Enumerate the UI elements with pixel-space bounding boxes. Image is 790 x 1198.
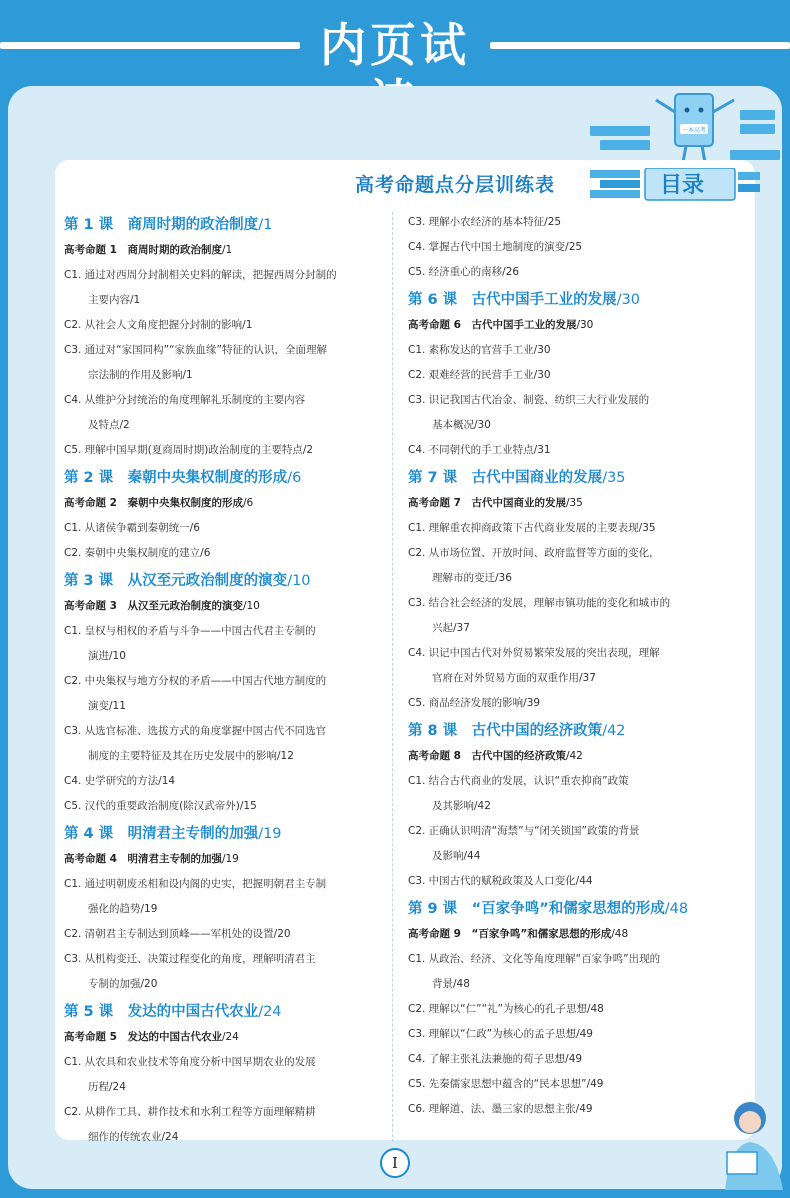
toc-item: [408, 516, 733, 541]
toc-item-line: C2. 理解以“仁”“礼”为核心的孔子思想/48: [408, 1003, 604, 1015]
lesson-title: 第 6 课 古代中国手工业的发展: [408, 292, 617, 308]
toc-item-line: C3. 理解小农经济的基本特征/25: [408, 216, 562, 228]
exam-topic-title: 高考命题 6 古代中国手工业的发展: [408, 319, 577, 331]
lesson-heading: [408, 896, 733, 922]
lesson-title: 第 7 课 古代中国商业的发展: [408, 470, 603, 486]
toc-item: [408, 338, 733, 363]
lesson-title: 第 5 课 发达的中国古代农业: [64, 1004, 259, 1020]
exam-topic-page: /24: [221, 1031, 239, 1043]
toc-item: [64, 263, 384, 313]
toc-item-line: C3. 结合社会经济的发展，理解市镇功能的变化和城市的: [408, 597, 671, 609]
toc-item-line: 专制的加强/20: [88, 978, 158, 990]
lesson-title: 第 8 课 古代中国的经济政策: [408, 723, 603, 739]
exam-topic-page: /1: [221, 244, 233, 256]
exam-topic: [64, 491, 384, 516]
lesson-page: /24: [258, 1004, 282, 1020]
toc-item: [64, 669, 384, 719]
lesson-page: /19: [258, 826, 282, 842]
toc-item-line: C1. 结合古代商业的发展，认识“重农抑商”政策: [408, 775, 629, 787]
toc-item: [64, 388, 384, 438]
exam-topic-title: 高考命题 1 商周时期的政治制度: [64, 244, 222, 256]
lesson-heading: [408, 287, 733, 313]
toc-item-line: C2. 从社会人文角度把握分封制的影响/1: [64, 319, 253, 331]
toc-item-line: 理解市的变迁/36: [432, 572, 512, 584]
toc-item: [408, 260, 733, 285]
toc-item-line: C1. 从政治、经济、文化等角度理解“百家争鸣”出现的: [408, 953, 661, 965]
exam-topic: [64, 1025, 384, 1050]
toc-item: [408, 769, 733, 819]
toc-item-line: C3. 通过对“家国同构”“家族血缘”特征的认识，全面理解: [64, 344, 327, 356]
toc-item-line: C5. 理解中国早期(夏商周时期)政治制度的主要特点/2: [64, 444, 314, 456]
toc-item: [408, 1097, 733, 1122]
exam-topic-title: 高考命题 9 “百家争鸣”和儒家思想的形成: [408, 928, 612, 940]
header-stripe: [740, 124, 775, 134]
exam-topic-page: /10: [242, 600, 260, 612]
toc-item-line: C2. 从市场位置、开放时间、政府监督等方面的变化，: [408, 547, 660, 559]
toc-item: [408, 235, 733, 260]
toc-item: [64, 769, 384, 794]
toc-item-line: 及影响/44: [432, 850, 481, 862]
exam-topic: [64, 238, 384, 263]
exam-topic: [408, 491, 733, 516]
toc-item-line: C4. 从维护分封统治的角度理解礼乐制度的主要内容: [64, 394, 306, 406]
toc-item: [64, 338, 384, 388]
column-divider: [392, 212, 393, 1142]
toc-item-line: C1. 通过明朝废丞相和设内阁的史实，把握明朝君主专制: [64, 878, 327, 890]
toc-item-line: C1. 从农具和农业技术等角度分析中国早期农业的发展: [64, 1056, 316, 1068]
top-banner: [0, 0, 790, 90]
toc-item: [64, 794, 384, 819]
lesson-title: 第 3 课 从汉至元政治制度的演变: [64, 573, 288, 589]
toc-item: [64, 1100, 384, 1150]
toc-item-line: 官府在对外贸易方面的双重作用/37: [432, 672, 596, 684]
toc-item: [408, 691, 733, 716]
lesson-title: 第 2 课 秦朝中央集权制度的形成: [64, 470, 288, 486]
toc-item-line: C1. 理解重农抑商政策下古代商业发展的主要表现/35: [408, 522, 656, 534]
toc-item: [408, 438, 733, 463]
toc-item: [408, 541, 733, 591]
toc-item-line: C1. 通过对西周分封制相关史料的解读，把握西周分封制的: [64, 269, 337, 281]
toc-item-line: 演变/11: [88, 700, 126, 712]
toc-item-line: C5. 先秦儒家思想中蕴含的“民本思想”/49: [408, 1078, 604, 1090]
toc-item-line: 演进/10: [88, 650, 126, 662]
toc-item: [408, 947, 733, 997]
toc-item-line: 制度的主要特征及其在历史发展中的影响/12: [88, 750, 294, 762]
toc-item: [408, 388, 733, 438]
toc-item-line: C4. 掌握古代中国土地制度的演变/25: [408, 241, 583, 253]
lesson-title: 第 1 课 商周时期的政治制度: [64, 217, 259, 233]
contents-label: 目录: [660, 173, 705, 198]
lesson-title: 第 4 课 明清君主专制的加强: [64, 826, 259, 842]
lesson-page: /30: [616, 292, 641, 308]
exam-topic-title: 高考命题 2 秦朝中央集权制度的形成: [64, 497, 243, 509]
exam-topic-title: 高考命题 8 古代中国的经济政策: [408, 750, 566, 762]
toc-item-line: C3. 从选官标准、选拔方式的角度掌握中国古代不同选官: [64, 725, 327, 737]
toc-item: [64, 438, 384, 463]
toc-item-line: 兴起/37: [432, 622, 470, 634]
toc-item: [64, 516, 384, 541]
lesson-page: /10: [287, 573, 311, 589]
toc-item-line: C2. 清朝君主专制达到顶峰——军机处的设置/20: [64, 928, 291, 940]
lesson-heading: [408, 465, 733, 491]
exam-topic-page: /42: [565, 750, 583, 762]
lesson-page: /42: [602, 723, 626, 739]
header-stripe: [590, 126, 650, 136]
exam-topic: [408, 313, 733, 338]
toc-item-line: C4. 了解主张礼法兼施的荀子思想/49: [408, 1053, 583, 1065]
toc-item: [408, 591, 733, 641]
toc-item-line: 强化的趋势/19: [88, 903, 158, 915]
lesson-page: /35: [602, 470, 626, 486]
toc-item-line: C2. 从耕作工具、耕作技术和水利工程等方面理解精耕: [64, 1106, 316, 1118]
toc-item-line: C4. 识记中国古代对外贸易繁荣发展的突出表现，理解: [408, 647, 660, 659]
toc-item-line: 基本概况/30: [432, 419, 491, 431]
toc-item-line: 及特点/2: [88, 419, 130, 431]
toc-item: [408, 363, 733, 388]
lesson-page: /48: [664, 901, 689, 917]
lesson-title: 第 9 课 “百家争鸣”和儒家思想的形成: [408, 901, 665, 917]
toc-item-line: 背景/48: [432, 978, 470, 990]
exam-topic-title: 高考命题 4 明清君主专制的加强: [64, 853, 222, 865]
lesson-heading: [64, 212, 384, 238]
toc-item: [408, 869, 733, 894]
toc-item: [64, 313, 384, 338]
page-number: I: [380, 1148, 410, 1178]
exam-topic-page: /6: [242, 497, 254, 509]
exam-topic: [408, 744, 733, 769]
lesson-page: /6: [287, 470, 302, 486]
toc-item-line: C2. 秦朝中央集权制度的建立/6: [64, 547, 211, 559]
toc-item: [64, 541, 384, 566]
toc-item: [408, 1022, 733, 1047]
toc-item: [64, 719, 384, 769]
mascot-book-label: 一本高考: [681, 127, 707, 134]
banner-rule-left: [0, 42, 300, 49]
lesson-heading: [408, 718, 733, 744]
toc-item-line: C1. 从诸侯争霸到秦朝统一/6: [64, 522, 200, 534]
toc-item: [64, 619, 384, 669]
header-stripe: [600, 140, 650, 150]
lesson-heading: [64, 568, 384, 594]
exam-topic-title: 高考命题 3 从汉至元政治制度的演变: [64, 600, 243, 612]
toc-left-column: [64, 210, 384, 1150]
exam-topic: [408, 922, 733, 947]
banner-rule-right: [490, 42, 790, 49]
toc-item-line: C1. 皇权与相权的矛盾与斗争——中国古代君主专制的: [64, 625, 316, 637]
toc-item-line: C3. 理解以“仁政”为核心的孟子思想/49: [408, 1028, 593, 1040]
toc-item-line: C2. 中央集权与地方分权的矛盾——中国古代地方制度的: [64, 675, 327, 687]
lesson-heading: [64, 821, 384, 847]
toc-item-line: C5. 商品经济发展的影响/39: [408, 697, 541, 709]
toc-item-line: 主要内容/1: [88, 294, 141, 306]
toc-item: [408, 641, 733, 691]
toc-item-line: C2. 正确认识明清“海禁”与“闭关锁国”政策的背景: [408, 825, 640, 837]
lesson-heading: [64, 999, 384, 1025]
exam-topic: [64, 594, 384, 619]
toc-item-line: 细作的传统农业/24: [88, 1131, 179, 1143]
exam-topic-page: /48: [611, 928, 629, 940]
toc-item-line: C6. 理解道、法、墨三家的思想主张/49: [408, 1103, 593, 1115]
toc-item: [408, 819, 733, 869]
toc-item-line: C4. 史学研究的方法/14: [64, 775, 176, 787]
exam-topic-title: 高考命题 7 古代中国商业的发展: [408, 497, 566, 509]
toc-item-line: 及其影响/42: [432, 800, 491, 812]
toc-item: [64, 1050, 384, 1100]
toc-item-line: C3. 识记我国古代冶金、制瓷、纺织三大行业发展的: [408, 394, 650, 406]
toc-item: [408, 210, 733, 235]
exam-topic: [64, 847, 384, 872]
page-title: 高考命题点分层训练表: [355, 174, 556, 196]
reading-girl-illustration: [705, 1090, 785, 1190]
toc-item: [408, 1047, 733, 1072]
banner-title: 内页试: [320, 18, 470, 72]
toc-item: [64, 872, 384, 922]
toc-item: [64, 922, 384, 947]
toc-right-column: [408, 210, 733, 1122]
lesson-page: /1: [258, 217, 273, 233]
toc-item: [64, 947, 384, 997]
toc-item-line: C3. 中国古代的赋税政策及人口变化/44: [408, 875, 593, 887]
header-stripe: [740, 110, 775, 120]
exam-topic-page: /19: [221, 853, 239, 865]
exam-topic-title: 高考命题 5 发达的中国古代农业: [64, 1031, 222, 1043]
exam-topic-page: /35: [565, 497, 583, 509]
toc-item-line: 历程/24: [88, 1081, 126, 1093]
toc-item: [408, 1072, 733, 1097]
toc-item-line: C5. 经济重心的南移/26: [408, 266, 520, 278]
toc-item-line: C5. 汉代的重要政治制度(除汉武帝外)/15: [64, 800, 257, 812]
toc-item-line: C4. 不同朝代的手工业特点/31: [408, 444, 551, 456]
toc-item: [408, 997, 733, 1022]
toc-item-line: C1. 素称发达的官营手工业/30: [408, 344, 551, 356]
exam-topic-page: /30: [576, 319, 594, 331]
lesson-heading: [64, 465, 384, 491]
toc-item-line: 宗法制的作用及影响/1: [88, 369, 193, 381]
toc-item-line: C3. 从机构变迁、决策过程变化的角度，理解明清君主: [64, 953, 316, 965]
toc-item-line: C2. 艰难经营的民营手工业/30: [408, 369, 551, 381]
